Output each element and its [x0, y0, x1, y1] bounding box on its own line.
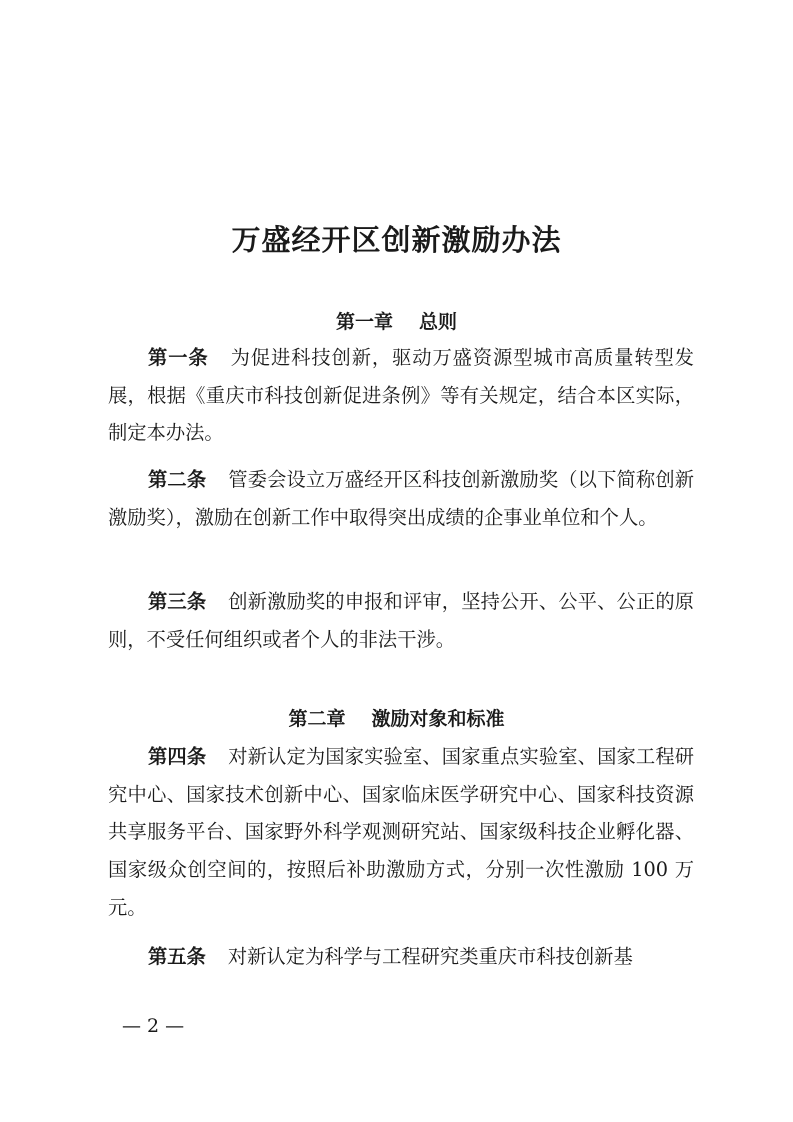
chapter-1-label: 第一章	[335, 311, 393, 333]
article-2	[108, 461, 694, 536]
article-4	[108, 738, 694, 927]
article-2-text: 管委会设立万盛经开区科技创新激励奖（以下简称创新激励奖），激励在创新工作中取得突出成绩的企事业单位和个人。	[108, 468, 695, 529]
article-5-text: 对新认定为科学与工程研究类重庆市科技创新基	[227, 945, 633, 968]
chapter-2-heading	[0, 704, 793, 734]
page-number: — 2 —	[122, 1015, 185, 1037]
article-3-lead: 第三条	[148, 590, 207, 613]
article-4-lead: 第四条	[148, 745, 207, 768]
document-title: 万盛经开区创新激励办法	[231, 223, 562, 257]
chapter-2-name: 激励对象和标准	[371, 708, 505, 730]
chapter-1-name: 总则	[419, 311, 458, 333]
chapter-2-label: 第二章	[288, 708, 346, 730]
article-1-text: 为促进科技创新，驱动万盛资源型城市高质量转型发展，根据《重庆市科技创新促进条例》等有关规定，结合本区实际，制定本办法。	[108, 346, 695, 445]
article-5	[108, 938, 694, 976]
article-1-lead: 第一条	[148, 346, 209, 369]
article-5-lead: 第五条	[148, 945, 206, 968]
article-1	[108, 339, 694, 452]
article-4-text: 对新认定为国家实验室、国家重点实验室、国家工程研究中心、国家技术创新中心、国家临床医学研究中心、国家科技资源共享服务平台、国家野外科学观测研究站、国家级科技企业孵化器、国家级众创空间的，按照后补助激励方式，分别一次性激励 100 万元。	[108, 745, 695, 919]
article-2-lead: 第二条	[148, 468, 207, 491]
chapter-1-heading	[0, 307, 793, 337]
article-3	[108, 583, 694, 658]
article-3-text: 创新激励奖的申报和评审，坚持公开、公平、公正的原则，不受任何组织或者个人的非法干涉。	[108, 590, 695, 651]
